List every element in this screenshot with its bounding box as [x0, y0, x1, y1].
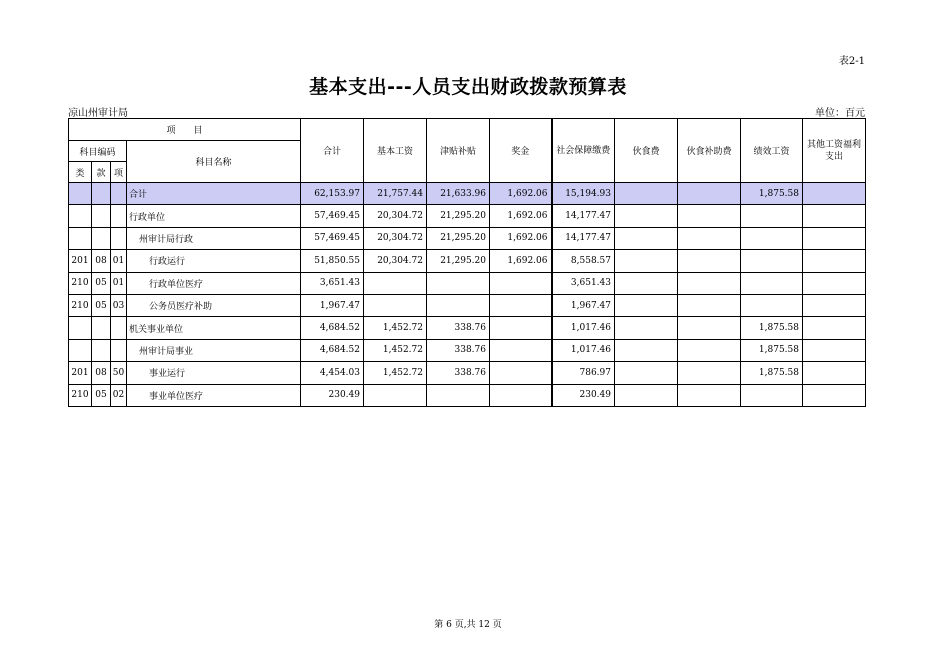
cell-value: [741, 294, 803, 316]
cell-value: [678, 227, 741, 249]
header-col-bonus: 奖金: [490, 119, 552, 183]
cell-value: [615, 362, 678, 384]
cell-value: [803, 272, 866, 294]
cell-value: 4,454.03: [301, 362, 364, 384]
unit-label: 单位：百元: [815, 108, 865, 119]
cell-value: [490, 294, 552, 316]
cell-subject-name: 州审计局行政: [127, 227, 301, 249]
cell-value: 1,967.47: [301, 294, 364, 316]
cell-subject-name: 机关事业单位: [127, 317, 301, 339]
cell-kuan: 05: [92, 384, 111, 406]
cell-xiang: 01: [111, 250, 127, 272]
table-row: [69, 227, 866, 249]
cell-value: [615, 183, 678, 205]
cell-value: [490, 362, 552, 384]
cell-value: [490, 272, 552, 294]
cell-value: 20,304.72: [364, 205, 427, 227]
cell-value: [364, 294, 427, 316]
header-item: 项 目: [69, 119, 301, 141]
cell-kuan: [92, 339, 111, 361]
cell-value: 230.49: [552, 384, 615, 406]
cell-value: [803, 227, 866, 249]
cell-value: 1,967.47: [552, 294, 615, 316]
cell-value: [427, 384, 490, 406]
cell-value: 57,469.45: [301, 205, 364, 227]
total-row: [69, 183, 866, 205]
cell-subject-name: 州审计局事业: [127, 339, 301, 361]
header-xiang: 项: [111, 162, 127, 183]
cell-lei: [69, 227, 92, 249]
cell-value: 338.76: [427, 317, 490, 339]
header-col-meal: 伙食费: [615, 119, 678, 183]
cell-value: [678, 183, 741, 205]
cell-value: [615, 250, 678, 272]
cell-value: 4,684.52: [301, 317, 364, 339]
cell-value: [364, 384, 427, 406]
cell-kuan: 08: [92, 250, 111, 272]
cell-lei: 210: [69, 272, 92, 294]
table-row: [69, 362, 866, 384]
cell-lei: 201: [69, 362, 92, 384]
cell-value: [427, 272, 490, 294]
cell-xiang: 02: [111, 384, 127, 406]
header-lei: 类: [69, 162, 92, 183]
cell-value: [615, 317, 678, 339]
cell-value: 14,177.47: [552, 227, 615, 249]
cell-value: [741, 272, 803, 294]
header-col-performance: 绩效工资: [741, 119, 803, 183]
page-title: 基本支出---人员支出财政拨款预算表: [309, 76, 627, 98]
table-row: [69, 294, 866, 316]
header-subject-name: 科目名称: [127, 141, 301, 183]
cell-value: 1,875.58: [741, 362, 803, 384]
cell-value: [615, 205, 678, 227]
header-col-total: 合计: [301, 119, 364, 183]
cell-value: [803, 183, 866, 205]
cell-subject-name: 行政单位医疗: [127, 272, 301, 294]
header-col-meal-subsidy: 伙食补助费: [678, 119, 741, 183]
header-col-allowance: 津贴补贴: [427, 119, 490, 183]
cell-value: [678, 205, 741, 227]
cell-value: 1,452.72: [364, 362, 427, 384]
cell-value: 1,875.58: [741, 183, 803, 205]
header-subject-code: 科目编码: [69, 141, 127, 162]
cell-value: 338.76: [427, 362, 490, 384]
cell-value: 15,194.93: [552, 183, 615, 205]
cell-subject-name: 合计: [127, 183, 301, 205]
table-row: [69, 317, 866, 339]
cell-subject-name: 公务员医疗补助: [127, 294, 301, 316]
cell-value: 57,469.45: [301, 227, 364, 249]
cell-value: 1,875.58: [741, 339, 803, 361]
cell-value: 20,304.72: [364, 227, 427, 249]
cell-value: [678, 339, 741, 361]
cell-kuan: [92, 183, 111, 205]
cell-subject-name: 事业运行: [127, 362, 301, 384]
cell-lei: [69, 317, 92, 339]
cell-value: [803, 384, 866, 406]
cell-value: [615, 339, 678, 361]
cell-subject-name: 行政运行: [127, 250, 301, 272]
cell-value: [741, 250, 803, 272]
cell-value: 1,452.72: [364, 339, 427, 361]
cell-value: [741, 227, 803, 249]
cell-value: [615, 227, 678, 249]
cell-xiang: [111, 339, 127, 361]
cell-value: [803, 339, 866, 361]
cell-kuan: 05: [92, 294, 111, 316]
cell-xiang: 03: [111, 294, 127, 316]
cell-value: [615, 294, 678, 316]
header-col-social-security: 社会保障缴费: [552, 119, 615, 183]
cell-value: 21,633.96: [427, 183, 490, 205]
cell-value: 3,651.43: [552, 272, 615, 294]
cell-value: [803, 205, 866, 227]
cell-xiang: 50: [111, 362, 127, 384]
cell-value: [803, 317, 866, 339]
table-row: [69, 205, 866, 227]
cell-lei: 210: [69, 384, 92, 406]
cell-value: [490, 317, 552, 339]
cell-value: [364, 272, 427, 294]
cell-value: 230.49: [301, 384, 364, 406]
cell-kuan: 08: [92, 362, 111, 384]
header-col-other-welfare: 其他工资福利支出: [803, 119, 866, 183]
cell-value: [678, 294, 741, 316]
table-row: [69, 250, 866, 272]
table-row: [69, 272, 866, 294]
cell-value: 1,692.06: [490, 205, 552, 227]
cell-value: 1,692.06: [490, 183, 552, 205]
cell-subject-name: 行政单位: [127, 205, 301, 227]
cell-value: 1,452.72: [364, 317, 427, 339]
cell-value: 21,295.20: [427, 250, 490, 272]
cell-kuan: [92, 227, 111, 249]
header-kuan: 款: [92, 162, 111, 183]
cell-xiang: [111, 317, 127, 339]
cell-value: 3,651.43: [301, 272, 364, 294]
cell-value: 8,558.57: [552, 250, 615, 272]
cell-value: 1,017.46: [552, 317, 615, 339]
cell-value: 62,153.97: [301, 183, 364, 205]
cell-subject-name: 事业单位医疗: [127, 384, 301, 406]
cell-value: 1,692.06: [490, 250, 552, 272]
cell-value: [490, 384, 552, 406]
table-body: [69, 183, 866, 407]
cell-value: [741, 205, 803, 227]
cell-value: [803, 294, 866, 316]
cell-value: 21,295.20: [427, 227, 490, 249]
cell-value: 51,850.55: [301, 250, 364, 272]
cell-value: 786.97: [552, 362, 615, 384]
cell-value: [427, 294, 490, 316]
organization-name: 凉山州审计局: [68, 108, 128, 119]
cell-value: 1,017.46: [552, 339, 615, 361]
cell-value: 338.76: [427, 339, 490, 361]
cell-lei: [69, 339, 92, 361]
cell-value: [678, 250, 741, 272]
cell-value: [490, 339, 552, 361]
cell-xiang: [111, 205, 127, 227]
cell-value: [678, 362, 741, 384]
cell-value: 20,304.72: [364, 250, 427, 272]
budget-table: [68, 118, 866, 407]
header-col-basic-salary: 基本工资: [364, 119, 427, 183]
cell-lei: 201: [69, 250, 92, 272]
cell-xiang: [111, 183, 127, 205]
cell-lei: [69, 183, 92, 205]
cell-value: 1,875.58: [741, 317, 803, 339]
cell-xiang: [111, 227, 127, 249]
table-row: [69, 384, 866, 406]
cell-xiang: 01: [111, 272, 127, 294]
table-number: 表2-1: [838, 56, 865, 67]
cell-value: 4,684.52: [301, 339, 364, 361]
cell-value: [678, 317, 741, 339]
cell-value: 21,295.20: [427, 205, 490, 227]
cell-value: [803, 250, 866, 272]
cell-value: [678, 384, 741, 406]
cell-kuan: [92, 205, 111, 227]
cell-value: 1,692.06: [490, 227, 552, 249]
table-row: [69, 339, 866, 361]
page-footer: 第 6 页,共 12 页: [434, 620, 502, 630]
cell-value: 21,757.44: [364, 183, 427, 205]
cell-lei: [69, 205, 92, 227]
cell-value: [741, 384, 803, 406]
cell-kuan: 05: [92, 272, 111, 294]
cell-value: [615, 384, 678, 406]
cell-value: [678, 272, 741, 294]
cell-value: 14,177.47: [552, 205, 615, 227]
cell-value: [803, 362, 866, 384]
cell-value: [615, 272, 678, 294]
cell-lei: 210: [69, 294, 92, 316]
cell-kuan: [92, 317, 111, 339]
